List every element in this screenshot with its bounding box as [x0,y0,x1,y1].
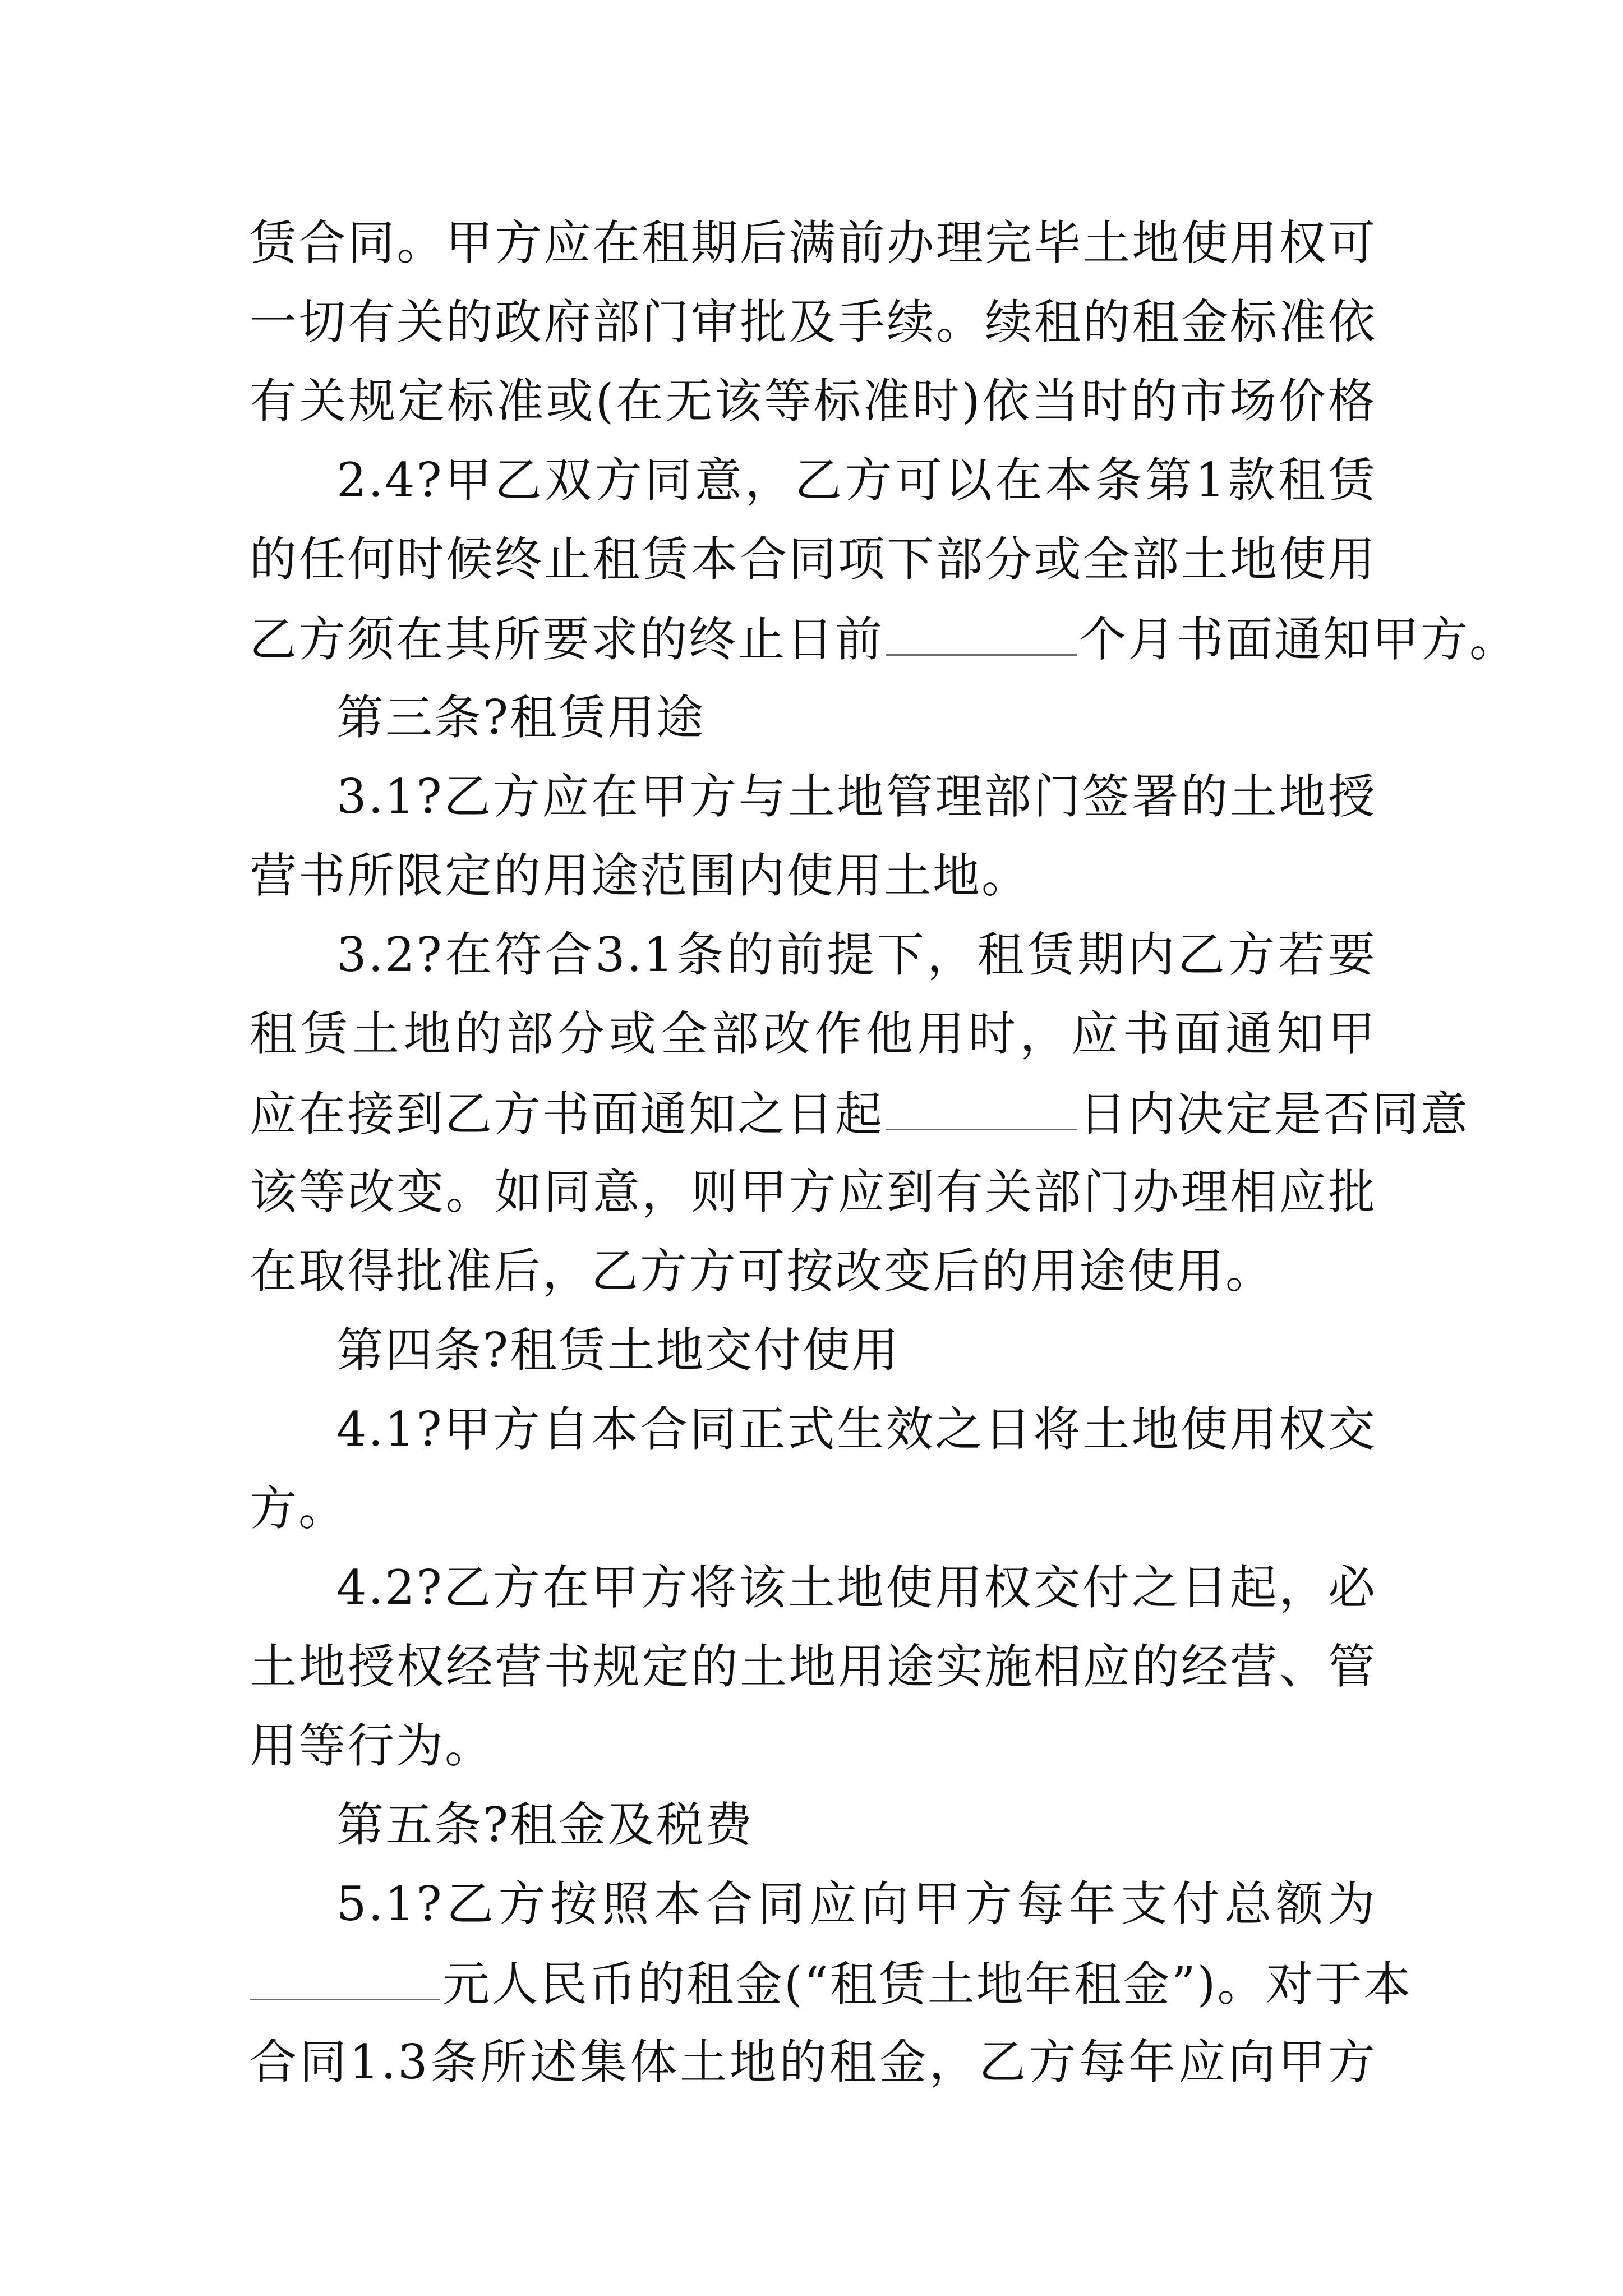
text-line: 在取得批准后，乙方方可按改变后的用途使用。 [250,1244,1275,1299]
text-line: 租赁土地的部分或全部改作他用时，应书面通知甲 [250,1006,1377,1061]
article-4-heading: 第四条?租赁土地交付使用 [336,1323,901,1378]
text-segment: 元人民币的租金(“租赁土地年租金”)。对于本 [442,1957,1413,2012]
clause-4-2: 4.2?乙方在甲方将该土地使用权交付之日起，必 [336,1560,1377,1615]
text-line: 合同1.3条所述集体土地的租金，乙方每年应向甲方 [250,2035,1377,2090]
clause-2-4: 2.4?甲乙双方同意，乙方可以在本条第1款租赁 [336,453,1377,508]
clause-3-2: 3.2?在符合3.1条的前提下，租赁期内乙方若要 [336,927,1377,982]
clause-5-1: 5.1?乙方按照本合同应向甲方每年支付总额为 [336,1876,1377,1931]
text-segment: 个月书面通知甲方。 [1079,612,1519,667]
text-line: 土地授权经营书规定的土地用途实施相应的经营、管 [250,1639,1377,1694]
text-segment: 应在接到乙方书面通知之日起 [250,1087,884,1142]
text-line: 有关规定标准或(在无该等标准时)依当时的市场价格 [250,374,1377,429]
fill-in-blank[interactable] [886,610,1077,656]
text-line: 赁合同。甲方应在租期后满前办理完毕土地使用权可 [250,215,1377,270]
text-line [250,610,1519,667]
text-line: 营书所限定的用途范围内使用土地。 [250,848,1031,903]
clause-3-1: 3.1?乙方应在甲方与土地管理部门签署的土地授 [336,769,1377,824]
text-line: 该等改变。如同意，则甲方应到有关部门办理相应批 [250,1165,1377,1220]
article-5-heading: 第五条?租金及税费 [336,1797,754,1852]
fill-in-blank[interactable] [886,1085,1077,1130]
text-segment: 日内决定是否同意 [1079,1087,1470,1142]
text-line: 一切有关的政府部门审批及手续。续租的租金标准依 [250,295,1377,349]
text-line: 方。 [250,1481,348,1536]
text-line: 的任何时候终止租赁本合同项下部分或全部土地使用 [250,532,1377,587]
text-line [250,1955,1413,2012]
text-segment: 乙方须在其所要求的终止日前 [250,612,884,667]
article-3-heading: 第三条?租赁用途 [336,690,706,745]
fill-in-blank[interactable] [250,1955,440,2000]
text-line [250,1085,1470,1142]
clause-4-1: 4.1?甲方自本合同正式生效之日将土地使用权交 [336,1402,1377,1457]
text-line: 用等行为。 [250,1718,494,1773]
